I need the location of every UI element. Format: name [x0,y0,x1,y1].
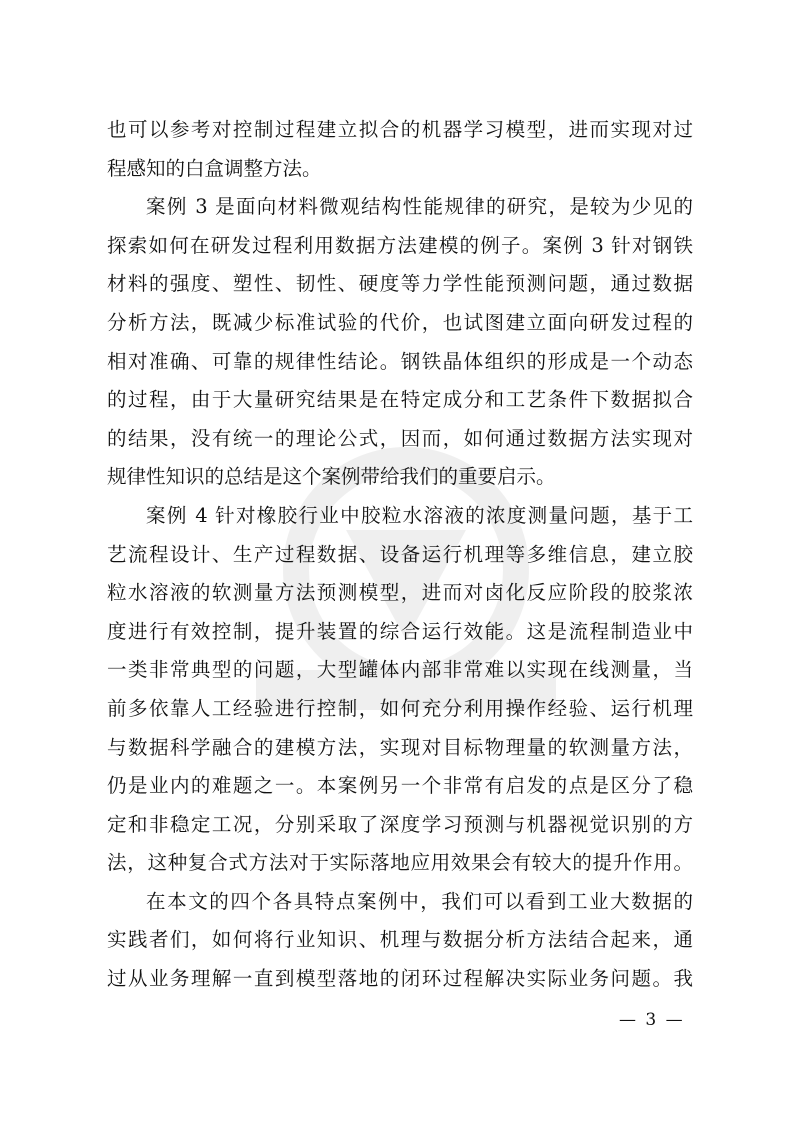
text-line: 程感知的白盒调整方法。 [107,156,322,180]
text-line: 实践者们，如何将行业知识、机理与数据分析方法结合起来，通 [107,928,693,952]
paragraph [107,883,693,999]
text-line: 的过程，由于大量研究结果是在特定成分和工艺条件下数据拟合 [107,388,693,412]
text-line: 也可以参考对控制过程建立拟合的机器学习模型，进而实现对过 [107,118,693,141]
text-line: 规律性知识的总结是这个案例带给我们的重要启示。 [107,465,556,489]
text-line: 定和非稳定工况，分别采取了深度学习预测与机器视觉识别的方 [107,812,693,836]
text-line: 案例 4 针对橡胶行业中胶粒水溶液的浓度测量问题，基于工 [146,503,693,527]
text-line: 在本文的四个各具特点案例中，我们可以看到工业大数据的 [146,889,693,913]
text-line: 粒水溶液的软测量方法预测模型，进而对卤化反应阶段的胶浆浓 [107,581,693,605]
text-line: 分析方法，既减少标准试验的代价，也试图建立面向研发过程的 [107,310,693,334]
text-line: 过从业务理解一直到模型落地的闭环过程解决实际业务问题。我 [107,967,693,991]
text-line: 的结果，没有统一的理论公式，因而，如何通过数据方法实现对 [107,426,693,450]
text-line: 与数据科学融合的建模方法，实现对目标物理量的软测量方法， [107,735,693,759]
paragraph [107,497,693,883]
text-line: 案例 3 是面向材料微观结构性能规律的研究，是较为少见的 [146,195,693,219]
text-line: 相对准确、可靠的规律性结论。钢铁晶体组织的形成是一个动态 [107,349,693,373]
text-line: 材料的强度、塑性、韧性、硬度等力学性能预测问题，通过数据 [107,272,693,296]
text-line: 一类非常典型的问题，大型罐体内部非常难以实现在线测量，当 [107,658,693,682]
paragraph [107,111,693,188]
text-line: 艺流程设计、生产过程数据、设备运行机理等多维信息，建立胶 [107,542,693,566]
text-line: 仍是业内的难题之一。本案例另一个非常有启发的点是区分了稳 [107,774,693,798]
paragraph [107,188,693,497]
document-body [107,111,693,999]
text-line: 前多依靠人工经验进行控制，如何充分利用操作经验、运行机理 [107,696,693,720]
text-line: 度进行有效控制，提升装置的综合运行效能。这是流程制造业中 [107,619,693,643]
page-number: — 3 — [619,1010,685,1030]
text-line: 探索如何在研发过程利用数据方法建模的例子。案例 3 针对钢铁 [107,233,693,257]
text-line: 法，这种复合式方法对于实际落地应用效果会有较大的提升作用。 [107,851,693,875]
